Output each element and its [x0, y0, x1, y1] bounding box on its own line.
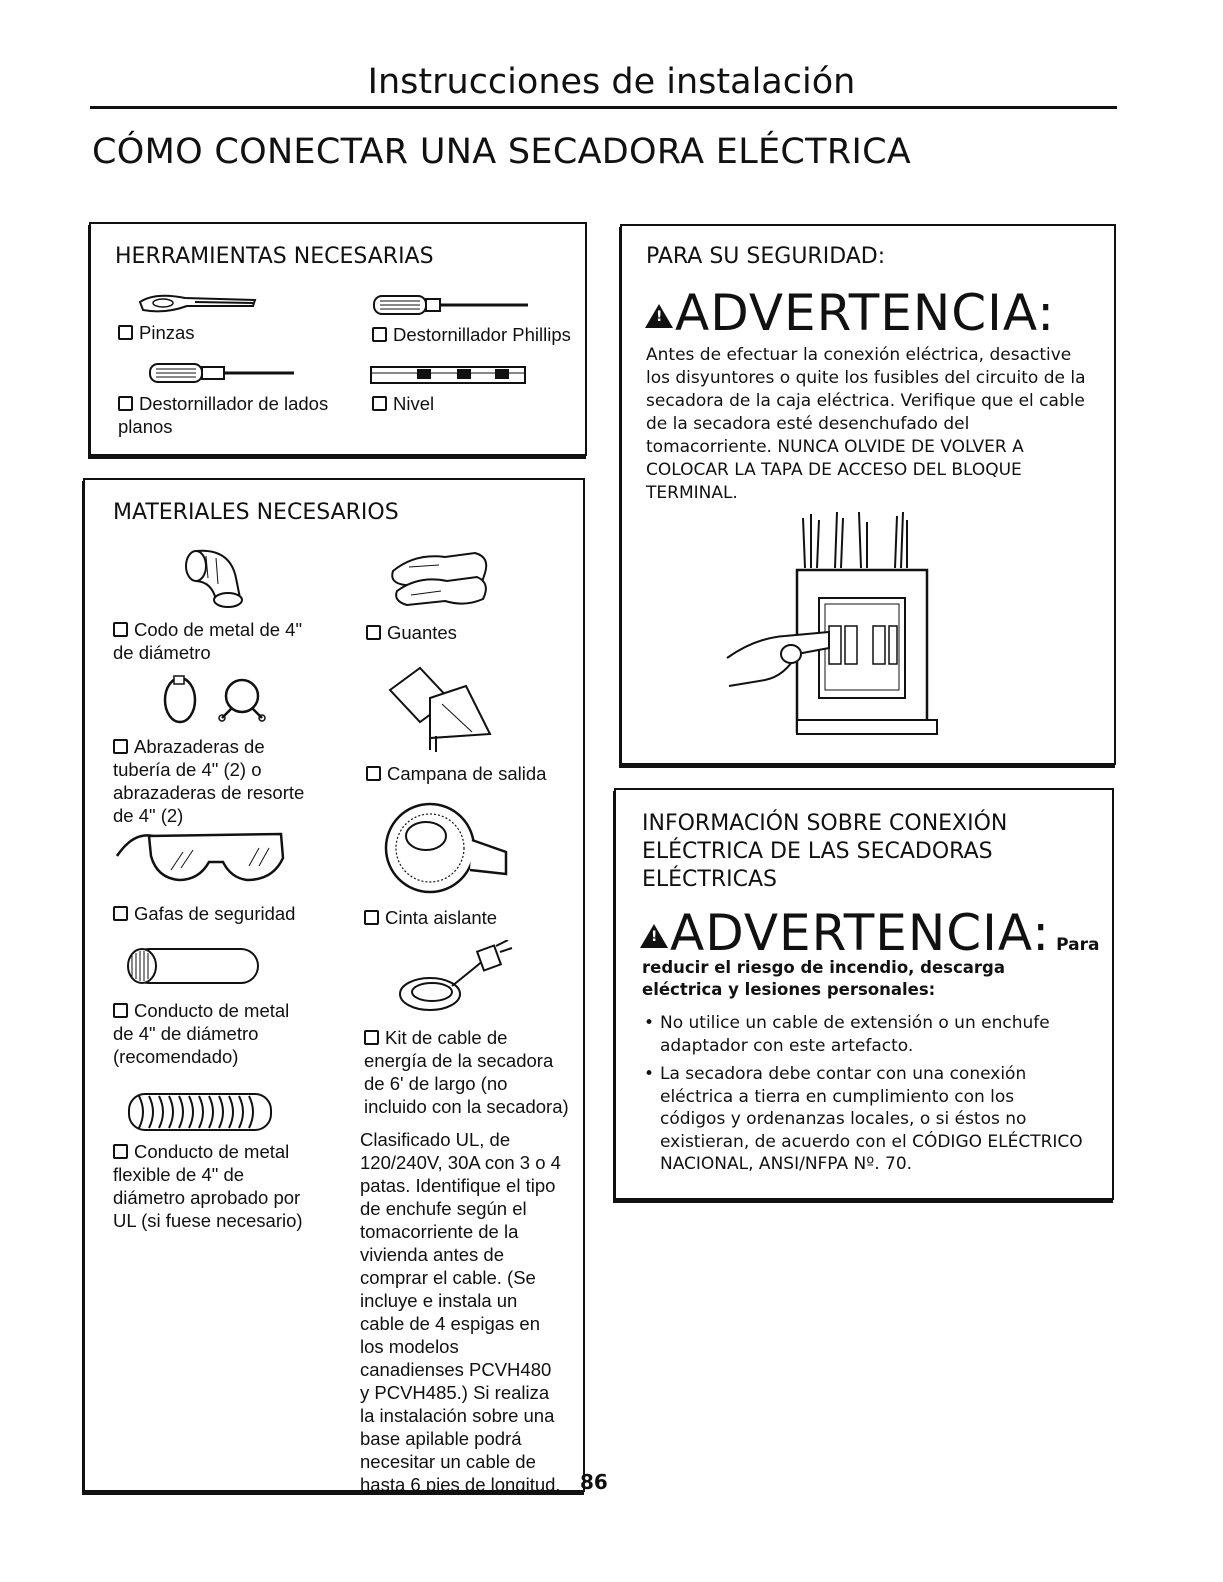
- connection-warning-heading: [640, 904, 1099, 962]
- elbow-icon: [180, 548, 250, 610]
- tools-title: HERRAMIENTAS NECESARIAS: [115, 244, 434, 269]
- tool-item-flat-screwdriver: [118, 392, 338, 438]
- gloves-icon: [385, 543, 495, 613]
- material-item-metal-duct: [113, 999, 313, 1068]
- tool-item-level: [372, 392, 434, 415]
- materials-title: MATERIALES NECESARIOS: [113, 500, 399, 525]
- checkbox-icon: [364, 910, 379, 925]
- tool-item-pliers: [118, 321, 195, 344]
- safety-text: Antes de efectuar la conexión eléctrica, desactive los disyuntores o quite los fusibles del circuito de la secadora de la caja eléctrica. Verifique que el cable de la secadora esté desenchufado del tomacorriente. NUNCA OLVIDE DE VOLVER A COLOCAR LA TAPA DE ACCESO DEL BLOQUE TERMINAL.: [646, 345, 1086, 503]
- material-label: Conducto de metal flexible de 4" de diámetro aprobado por UL (si fuese necesario): [113, 1141, 303, 1231]
- cord-note: Clasificado UL, de 120/240V, 30A con 3 o 4 patas. Identifique el tipo de enchufe según el tomacorriente de la vivienda antes de comprar el cable. (Se incluye e instala un cable de 4 espigas en los modelos canadienses PCVH480 y PCVH485.) Si realiza la instalación sobre una base apilable podrá necesitar un cable de hasta 6 pies de longitud.: [360, 1129, 561, 1495]
- safety-title: PARA SU SEGURIDAD:: [646, 244, 886, 269]
- warning-word: ADVERTENCIA:: [670, 904, 1051, 962]
- page-title: CÓMO CONECTAR UNA SECADORA ELÉCTRICA: [92, 132, 912, 172]
- power-cord-icon: [392, 940, 517, 1020]
- checkbox-icon: [113, 622, 128, 637]
- warning-triangle-icon: [645, 304, 673, 328]
- connection-title-line-2: ELÉCTRICA DE LAS SECADORAS: [642, 839, 993, 864]
- warning-word: ADVERTENCIA:: [675, 284, 1056, 342]
- checkbox-icon: [366, 766, 381, 781]
- bullet-text: No utilice un cable de extensión o un enchufe adaptador con este artefacto.: [660, 1013, 1050, 1056]
- checkbox-icon: [118, 325, 133, 340]
- flexible-duct-icon: [125, 1090, 275, 1134]
- material-item-clamps: [113, 735, 323, 827]
- material-label: Gafas de seguridad: [134, 903, 296, 924]
- tool-label: Destornillador Phillips: [393, 324, 571, 345]
- tool-label: Pinzas: [139, 322, 195, 343]
- checkbox-icon: [113, 906, 128, 921]
- material-item-gloves: [366, 621, 457, 644]
- material-item-safety-glasses: [113, 902, 295, 925]
- material-label: Cinta aislante: [385, 907, 498, 928]
- material-label: Campana de salida: [387, 763, 547, 784]
- page-number: 86: [580, 1470, 608, 1494]
- page-header-title: Instrucciones de instalación: [367, 62, 856, 102]
- material-item-exhaust-hood: [366, 762, 546, 785]
- material-label: Codo de metal de 4" de diámetro: [113, 619, 303, 663]
- flat-screwdriver-icon: [148, 361, 298, 385]
- checkbox-icon: [372, 327, 387, 342]
- material-label: Kit de cable de energía de la secadora de 6' de largo (no incluido con la secadora): [364, 1027, 569, 1117]
- checkbox-icon: [366, 625, 381, 640]
- bullet-1: • No utilice un cable de extensión o un enchufe adaptador con este artefacto.: [644, 1012, 1084, 1057]
- material-item-power-cord: [364, 1026, 574, 1118]
- checkbox-icon: [113, 1003, 128, 1018]
- pliers-icon: [135, 288, 260, 318]
- warning-suffix: Para: [1056, 935, 1100, 955]
- header-rule: [90, 106, 1117, 109]
- checkbox-icon: [118, 396, 133, 411]
- tape-icon: [382, 800, 512, 895]
- bullet-2: • La secadora debe contar con una conexión eléctrica a tierra en cumplimiento con los códigos y ordenanzas locales, o si éstos no existieran, de acuerdo con el CÓDIGO ELÉCTRICO NACIONAL, ANSI/NFPA Nº. 70.: [644, 1064, 1083, 1174]
- breaker-panel-icon: [725, 508, 945, 740]
- level-icon: [369, 364, 529, 386]
- material-label: Guantes: [387, 622, 457, 643]
- safety-warning-heading: [645, 284, 1055, 342]
- safety-glasses-icon: [113, 822, 288, 887]
- connection-warning-text: reducir el riesgo de incendio, descarga eléctrica y lesiones personales:: [642, 958, 1005, 999]
- checkbox-icon: [364, 1030, 379, 1045]
- checkbox-icon: [113, 739, 128, 754]
- tool-label: Destornillador de lados planos: [118, 393, 329, 437]
- material-item-tape: [364, 906, 497, 929]
- warning-triangle-icon: [640, 924, 668, 948]
- checkbox-icon: [113, 1144, 128, 1159]
- phillips-screwdriver-icon: [372, 293, 532, 317]
- material-item-flexible-duct: [113, 1140, 313, 1232]
- material-label: Abrazaderas de tubería de 4" (2) o abrazaderas de resorte de 4" (2): [113, 736, 305, 826]
- connection-title-line-1: INFORMACIÓN SOBRE CONEXIÓN: [642, 811, 1008, 836]
- material-item-elbow: [113, 618, 313, 664]
- tool-label: Nivel: [393, 393, 435, 414]
- exhaust-hood-icon: [380, 660, 500, 755]
- connection-title-line-3: ELÉCTRICAS: [642, 867, 778, 892]
- tool-item-phillips-screwdriver: [372, 323, 571, 346]
- clamps-icon: [160, 672, 275, 727]
- checkbox-icon: [372, 396, 387, 411]
- bullet-text: La secadora debe contar con una conexión eléctrica a tierra en cumplimiento con los códigos y ordenanzas locales, o si éstos no existieran, de acuerdo con el CÓDIGO ELÉCTRICO NACIONAL, ANSI/NFPA Nº. 70.: [660, 1064, 1083, 1174]
- material-label: Conducto de metal de 4" de diámetro (recomendado): [113, 1000, 290, 1067]
- metal-duct-icon: [122, 945, 270, 987]
